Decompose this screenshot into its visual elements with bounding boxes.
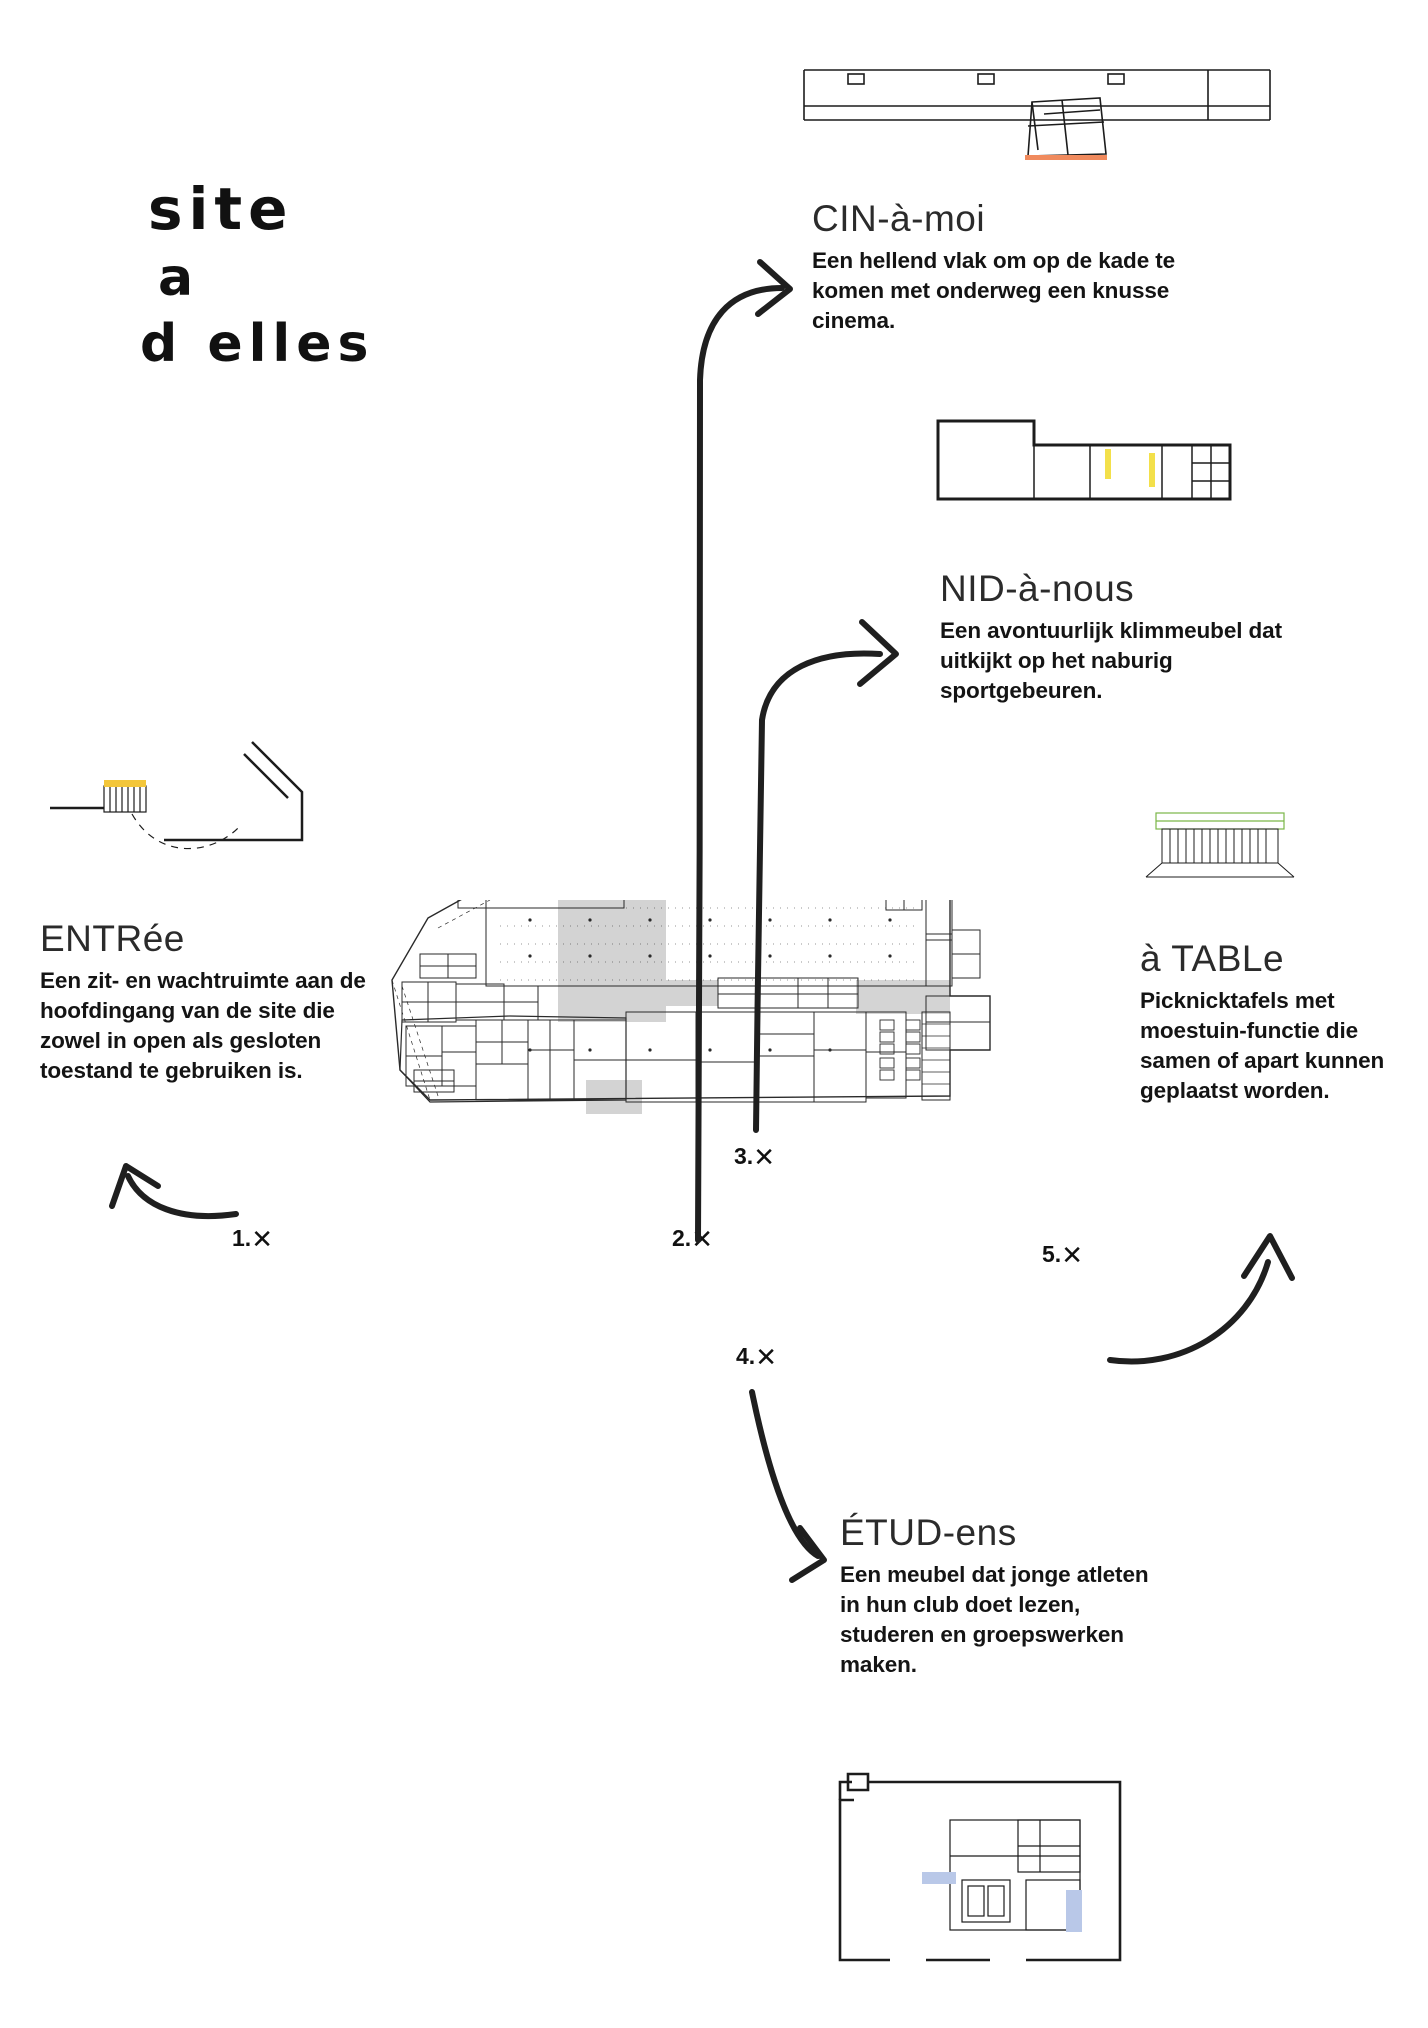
nid-a-nous-plan-drawing	[930, 415, 1250, 525]
entree-seating-drawing	[40, 730, 370, 890]
marker-4-label: 4.	[736, 1343, 756, 1369]
callout-nid-body: Een avontuurlijk klimmeubel dat uitkijkt op het naburig sportgebeuren.	[940, 618, 1282, 703]
callout-entree	[40, 918, 380, 1086]
marker-1	[232, 1222, 273, 1253]
arrow-to-etud	[752, 1392, 818, 1556]
marker-3-label: 3.	[734, 1143, 754, 1169]
marker-4	[736, 1340, 777, 1371]
callout-nid-a-nous	[940, 568, 1340, 706]
callout-table-heading: à TABLe	[1140, 938, 1285, 979]
callout-table-body: Picknicktafels met moestuin-functie die samen of apart kunnen geplaatst worden.	[1140, 988, 1385, 1103]
callout-cin-body: Een hellend vlak om op de kade te komen met onderweg een knusse cinema.	[812, 248, 1176, 333]
marker-3	[734, 1140, 775, 1171]
callout-etud-ens	[840, 1512, 1170, 1680]
x-icon: ✕	[251, 1224, 273, 1254]
page-title	[140, 175, 520, 374]
cin-a-moi-section-drawing	[800, 58, 1300, 183]
x-icon: ✕	[691, 1224, 713, 1254]
callout-cin-a-moi	[812, 198, 1232, 336]
etud-ens-plan-drawing	[830, 1760, 1250, 1990]
callout-entree-body: Een zit- en wachtruimte aan de hoofdingang van de site die zowel in open als gesloten toestand te gebruiken is.	[40, 968, 366, 1083]
callout-cin-heading: CIN-à-moi	[812, 198, 986, 239]
callout-etud-body: Een meubel dat jonge atleten in hun club doet lezen, studeren en groepswerken maken.	[840, 1562, 1149, 1677]
marker-5-label: 5.	[1042, 1241, 1062, 1267]
callout-nid-heading: NID-à-nous	[940, 568, 1135, 609]
title-line-3: d elles	[140, 314, 375, 374]
title-line-2: a	[158, 248, 200, 308]
marker-5	[1042, 1238, 1083, 1269]
x-icon: ✕	[753, 1142, 775, 1172]
title-line-1: site	[148, 175, 294, 243]
a-table-picnic-table-drawing	[1140, 805, 1300, 890]
callout-a-table	[1140, 938, 1390, 1106]
arrow-to-entree	[128, 1176, 236, 1216]
x-icon: ✕	[1061, 1240, 1083, 1270]
marker-2	[672, 1222, 713, 1253]
x-icon: ✕	[755, 1342, 777, 1372]
callout-etud-heading: ÉTUD-ens	[840, 1512, 1017, 1553]
marker-2-label: 2.	[672, 1225, 692, 1251]
marker-1-label: 1.	[232, 1225, 252, 1251]
callout-entree-heading: ENTRée	[40, 918, 185, 959]
